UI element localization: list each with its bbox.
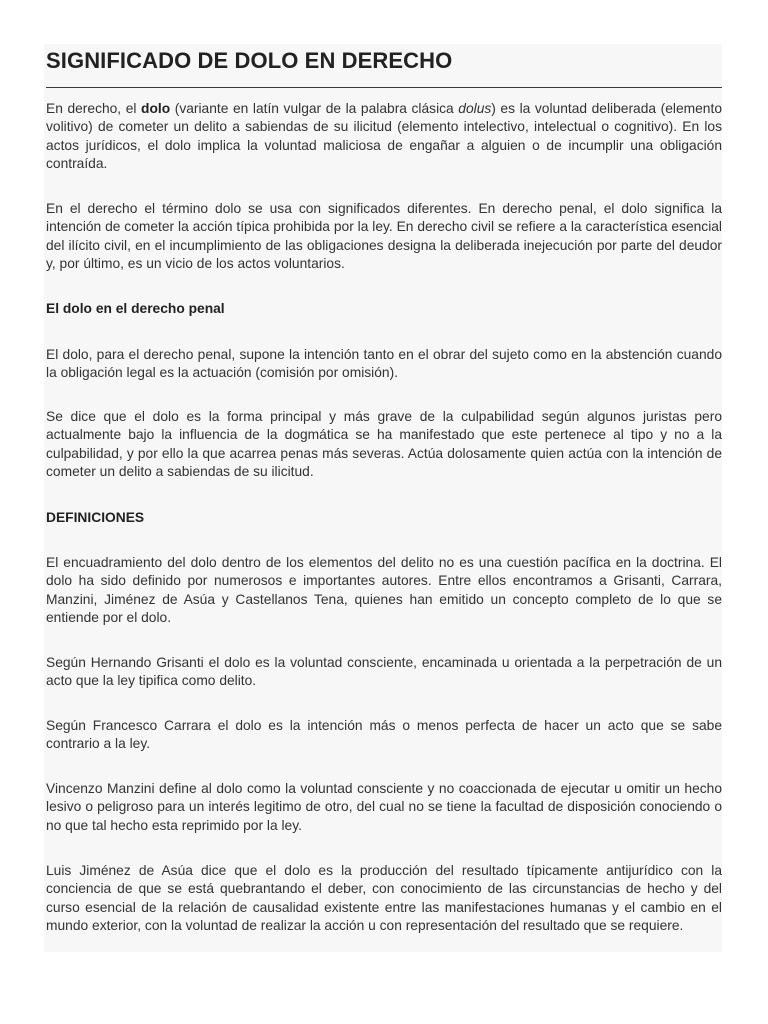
paragraph-carrara: Según Francesco Carrara el dolo es la intención más o menos perfecta de hacer un acto que se sabe contrario a la ley. — [46, 718, 722, 752]
page-title: SIGNIFICADO DE DOLO EN DERECHO — [46, 48, 453, 73]
title-divider — [46, 87, 722, 88]
article — [44, 44, 722, 952]
paragraph-intro-middle: (variante en latín vulgar de la palabra clásica — [170, 101, 459, 116]
paragraph-manzini: Vincenzo Manzini define al dolo como la voluntad consciente y no coaccionada de ejecutar u omitir un hecho lesivo o peligroso para un interés legitimo de otro, del cual no se tiene la facultad de disposición conociendo o no que tal hecho esta reprimido por la ley. — [46, 781, 722, 833]
paragraph-grisanti: Según Hernando Grisanti el dolo es la voluntad consciente, encaminada u orientada a la perpetración de un acto que la ley tipifica como delito. — [46, 655, 722, 689]
paragraph-encuadramiento: El encuadramiento del dolo dentro de los elementos del delito no es una cuestión pacífica en la doctrina. El dolo ha sido definido por numerosos e importantes autores. Entre ellos encontramos a Grisanti, Carrara, Manzini, Jiménez de Asúa y Castellanos Tena, quienes han emitido un concepto completo de lo que se entiende por el dolo. — [46, 555, 722, 626]
term-dolo: dolo — [141, 101, 171, 116]
paragraph-intro-start: En derecho, el — [46, 101, 142, 116]
paragraph-culpabilidad: Se dice que el dolo es la forma principal y más grave de la culpabilidad según algunos juristas pero actualmente bajo la influencia de la dogmática se ha manifestado que este pertenece al tipo y no a la culpabilidad, y por ello la que acarrea penas más severas. Actúa dolosamente quien actúa con la intención de cometer un delito a sabiendas de su ilicitud. — [46, 409, 722, 480]
term-dolus: dolus — [458, 101, 492, 116]
paragraph-penal-intention: El dolo, para el derecho penal, supone la intención tanto en el obrar del sujeto como en la abstención cuando la obligación legal es la actuación (comisión por omisión). — [46, 347, 722, 381]
paragraph-jimenez-de-asua: Luis Jiménez de Asúa dice que el dolo es la producción del resultado típicamente antijurídico con la conciencia de que se está quebrantando el deber, con conocimiento de las circunstancias de hecho y del curso esencial de la relación de causalidad existente entre las manifestaciones humanas y el cambio en el mundo exterior, con la voluntad de realizar la acción u con representación del resultado que se requiere. — [46, 863, 722, 934]
paragraph-intro — [46, 100, 722, 174]
section-heading-definiciones: DEFINICIONES — [46, 510, 145, 525]
section-heading-derecho-penal: El dolo en el derecho penal — [46, 301, 225, 316]
paragraph-meanings: En el derecho el término dolo se usa con significados diferentes. En derecho penal, el dolo significa la intención de cometer la acción típica prohibida por la ley. En derecho civil se refiere a la característica esencial del ilícito civil, en el incumplimiento de las obligaciones designa la deliberada inejecución por parte del deudor y, por último, es un vicio de los actos voluntarios. — [46, 201, 722, 272]
paragraph-intro-end: ) es la voluntad deliberada (elemento volitivo) de cometer un delito a sabiendas de su ilicitud (elemento intelectivo, intelectual o cognitivo). En los actos jurídicos, el dolo implica la voluntad maliciosa de engañar a alguien o de incumplir una obligación contraída. — [46, 101, 722, 172]
